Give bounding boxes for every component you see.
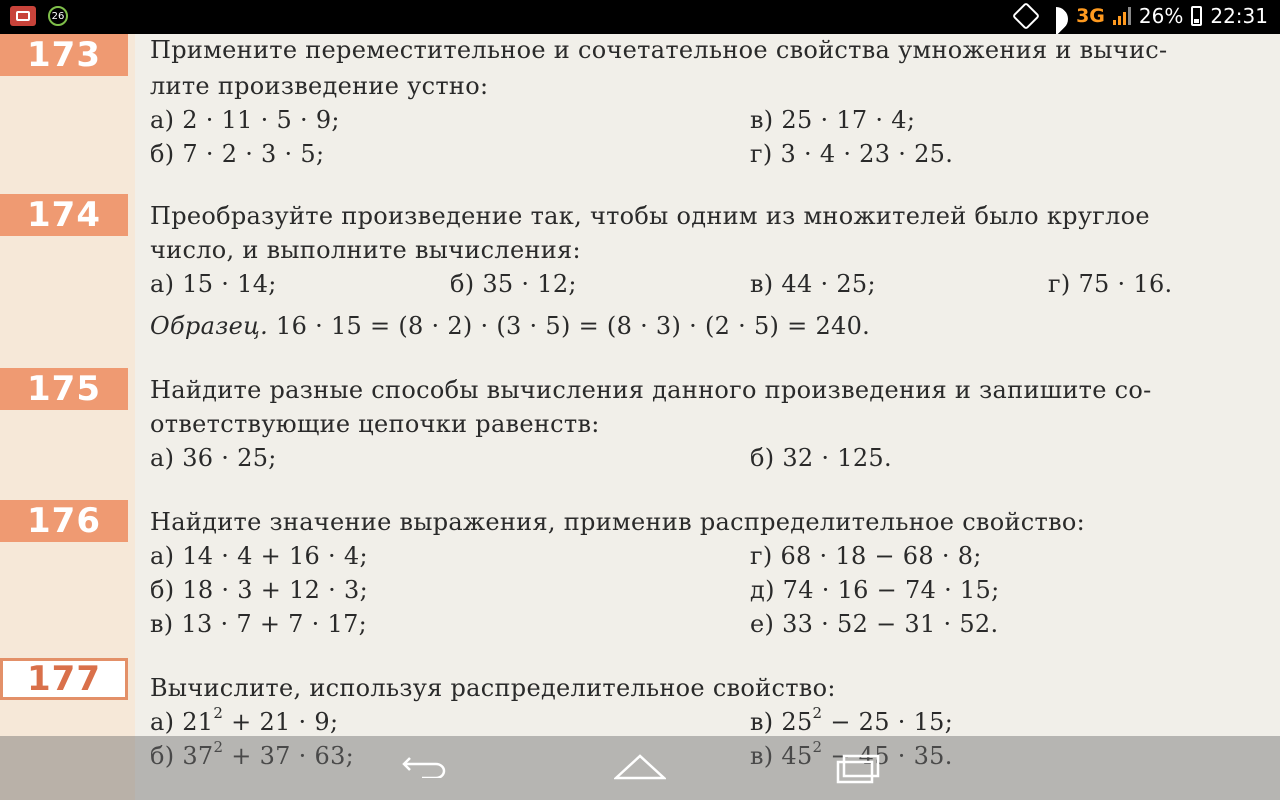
exercise-item: а) 15 · 14;: [150, 270, 277, 298]
sample-line: [150, 312, 870, 340]
exercise-number: 174: [0, 194, 128, 236]
exercise-item: в) $25^2 - 25 \cdot 15$;: [750, 704, 954, 736]
exercise-number: 177: [0, 658, 128, 700]
exercise-item: а) 14 · 4 + 16 · 4;: [150, 542, 368, 570]
exercise-item: д) 74 · 16 − 74 · 15;: [750, 576, 1000, 604]
task-text: лите произведение устно:: [150, 72, 489, 100]
exercise-item: б) 7 · 2 · 3 · 5;: [150, 140, 325, 168]
exercise-item: в) $45^2 - 45 \cdot 35$.: [750, 738, 953, 770]
exercise-item: а) $21^2 + 21 \cdot 9$;: [150, 704, 339, 736]
status-bar: [0, 0, 1280, 34]
recent-apps-icon[interactable]: [836, 754, 880, 784]
task-text: Вычислите, используя распределительное свойство:: [150, 674, 836, 702]
battery-icon: [1191, 6, 1202, 26]
task-text: ответствующие цепочки равенств:: [150, 410, 600, 438]
back-icon[interactable]: [402, 754, 448, 778]
exercise-number: 176: [0, 500, 128, 542]
photo-app-icon: [10, 6, 36, 26]
rotation-lock-icon: [1012, 2, 1040, 30]
exercise-item: е) 33 · 52 − 31 · 52.: [750, 610, 999, 638]
clock: 22:31: [1210, 4, 1268, 28]
exercise-item: в) 44 · 25;: [750, 270, 876, 298]
wifi-icon: [1044, 7, 1068, 25]
exercise-number: 173: [0, 34, 128, 76]
exercise-item: б) 18 · 3 + 12 · 3;: [150, 576, 368, 604]
navigation-bar: [0, 736, 1280, 800]
textbook-page: [0, 34, 1280, 800]
exercise-number: 175: [0, 368, 128, 410]
task-text: Преобразуйте произведение так, чтобы одним из множителей было круглое: [150, 202, 1150, 230]
notification-count-icon: 26: [48, 6, 68, 26]
exercise-item: а) 36 · 25;: [150, 444, 277, 472]
task-text: Примените переместительное и сочетательное свойства умножения и вычис-: [150, 36, 1168, 64]
exercise-item: а) 2 · 11 · 5 · 9;: [150, 106, 340, 134]
exercise-item: г) 68 · 18 − 68 · 8;: [750, 542, 982, 570]
exercise-item: б) 35 · 12;: [450, 270, 577, 298]
task-text: число, и выполните вычисления:: [150, 236, 581, 264]
exercise-item: г) 3 · 4 · 23 · 25.: [750, 140, 954, 168]
exercise-item: б) $37^2 + 37 \cdot 63$;: [150, 738, 355, 770]
signal-icon: [1113, 7, 1131, 25]
task-text: Найдите значение выражения, применив распределительное свойство:: [150, 508, 1086, 536]
home-icon[interactable]: [614, 754, 666, 780]
exercise-item: в) 25 · 17 · 4;: [750, 106, 916, 134]
exercise-item: в) 13 · 7 + 7 · 17;: [150, 610, 368, 638]
sample-label: Образец.: [150, 312, 269, 340]
battery-percent: 26%: [1138, 4, 1184, 28]
sample-text: 16 · 15 = (8 · 2) · (3 · 5) = (8 · 3) · (2 · 5) = 240.: [276, 312, 871, 340]
network-type: 3G: [1076, 5, 1105, 27]
task-text: Найдите разные способы вычисления данного произведения и запишите со-: [150, 376, 1152, 404]
exercise-item: б) 32 · 125.: [750, 444, 892, 472]
exercise-item: г) 75 · 16.: [1048, 270, 1173, 298]
